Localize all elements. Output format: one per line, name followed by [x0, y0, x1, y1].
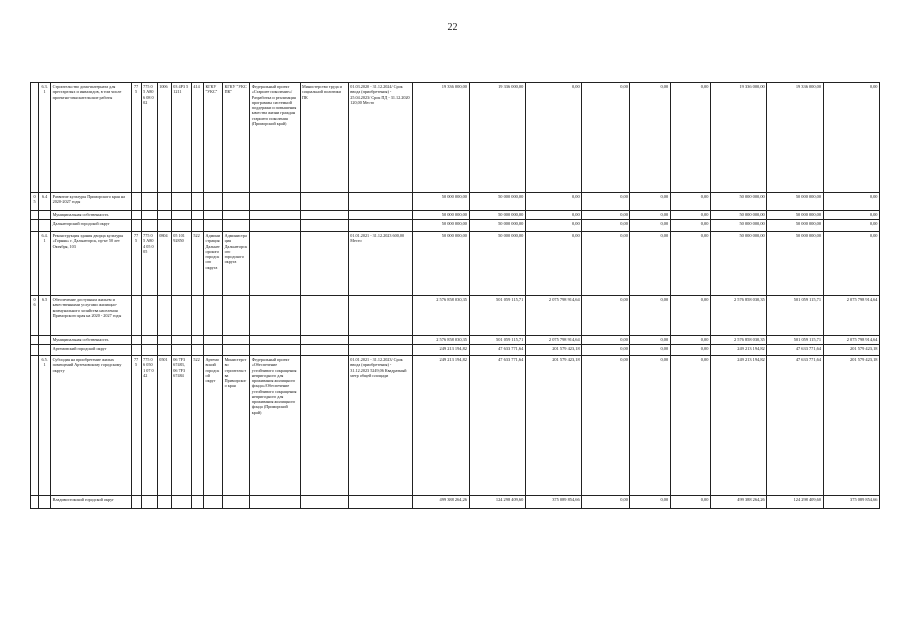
cell-name: Артемовский городской округ [51, 345, 131, 356]
cell-owner [203, 193, 222, 211]
cell-year-federal: 0,00 [823, 220, 879, 232]
table-row [31, 296, 880, 336]
cell-name: Обеспечение доступным жильем и качественными услугами жилищно-коммунального хозяйства населения Приморского края на 2020 - 2027 годы [51, 296, 131, 336]
cell-grbs [131, 336, 141, 345]
cell-grbs [131, 296, 141, 336]
cell-regional-budget: 124 298 409,60 [469, 496, 525, 509]
cell-total: 499 388 264,26 [413, 496, 469, 509]
cell-local-budget: 0,00 [582, 496, 630, 509]
cell-extra: 0,00 [670, 211, 710, 220]
cell-section: 05 [31, 193, 39, 211]
cell-section [31, 496, 39, 509]
cell-name: Развитие культуры Приморского края на 2020-2027 годы [51, 193, 131, 211]
cell-other: 0,00 [630, 193, 670, 211]
cell-rzpr [157, 496, 171, 509]
cell-customer: Администрация Дальнегорского городского округа [223, 232, 250, 296]
cell-curator [300, 345, 348, 356]
cell-grbs [131, 220, 141, 232]
cell-csr: 06 7F3 67483, 06 7F3 67484 [171, 356, 191, 496]
cell-local-budget: 0,00 [582, 356, 630, 496]
cell-project [250, 345, 300, 356]
table-row [31, 211, 880, 220]
cell-csr [171, 336, 191, 345]
cell-owner [203, 336, 222, 345]
cell-name: Муниципальная собственность [51, 336, 131, 345]
cell-local-budget: 0,00 [582, 345, 630, 356]
cell-year-total: 249 213 194,82 [710, 345, 766, 356]
cell-project [250, 232, 300, 296]
cell-extra: 0,00 [670, 193, 710, 211]
cell-year-total: 50 000 000,00 [710, 232, 766, 296]
cell-federal-budget: 201 579 423,18 [525, 356, 581, 496]
cell-term [348, 336, 412, 345]
cell-rzpr [157, 336, 171, 345]
cell-section [31, 211, 39, 220]
cell-other: 0,00 [630, 345, 670, 356]
cell-owner [203, 296, 222, 336]
cell-term [348, 193, 412, 211]
cell-term: 01.01.2021 - 31.12.2023 600,00 Место [348, 232, 412, 296]
cell-name: Строительство дома-интерната для престарелых и инвалидов, в том числе проектно-изыскательские работы [51, 83, 131, 193]
cell-regional-budget: 47 633 771,64 [469, 345, 525, 356]
cell-code: 6.3.1 [39, 83, 51, 193]
cell-kbk: 775 0 5 А80 4 05 0 05 [141, 232, 157, 296]
cell-grbs [131, 211, 141, 220]
cell-code [39, 496, 51, 509]
cell-code [39, 211, 51, 220]
cell-section [31, 345, 39, 356]
cell-local-budget: 0,00 [582, 296, 630, 336]
table-row [31, 345, 880, 356]
cell-year-federal: 2 075 798 914,64 [823, 336, 879, 345]
cell-customer [223, 336, 250, 345]
cell-year-regional: 50 000 000,00 [767, 220, 823, 232]
table-row [31, 193, 880, 211]
cell-grbs: 775 [131, 356, 141, 496]
cell-extra: 0,00 [670, 345, 710, 356]
cell-rzpr [157, 296, 171, 336]
cell-year-regional: 124 298 409,60 [767, 496, 823, 509]
cell-total: 249 213 194,82 [413, 356, 469, 496]
cell-vr [191, 345, 203, 356]
table-row [31, 336, 880, 345]
cell-kbk [141, 211, 157, 220]
cell-project [250, 296, 300, 336]
cell-name: Дальнегорский городской округ [51, 220, 131, 232]
cell-project: Федеральный проект «Старшее поколение»/Разработка и реализация программы системной поддержки и повышения качества жизни граждан старшего поколения (Приморский край) [250, 83, 300, 193]
cell-extra: 0,00 [670, 356, 710, 496]
cell-owner [203, 211, 222, 220]
cell-grbs [131, 345, 141, 356]
cell-code [39, 220, 51, 232]
cell-regional-budget: 50 000 000,00 [469, 232, 525, 296]
cell-federal-budget: 0,00 [525, 220, 581, 232]
cell-year-regional: 50 000 000,00 [767, 232, 823, 296]
cell-year-regional: 50 000 000,00 [767, 211, 823, 220]
cell-federal-budget: 0,00 [525, 83, 581, 193]
cell-vr: 522 [191, 232, 203, 296]
cell-owner [203, 220, 222, 232]
cell-kbk [141, 220, 157, 232]
cell-customer [223, 211, 250, 220]
cell-curator [300, 193, 348, 211]
cell-project: Федеральный проект «Обеспечение устойчивого сокращения непригодного для проживания жилищного фонда»/Обеспечение устойчивого сокращения непригодного для проживания жилищного фонда (Приморский край) [250, 356, 300, 496]
cell-section: 06 [31, 296, 39, 336]
cell-extra: 0,00 [670, 83, 710, 193]
cell-section [31, 220, 39, 232]
cell-federal-budget: 375 089 854,66 [525, 496, 581, 509]
cell-kbk [141, 345, 157, 356]
cell-rzpr: 0501 [157, 356, 171, 496]
table-row [31, 232, 880, 296]
cell-year-total: 50 000 000,00 [710, 211, 766, 220]
cell-section [31, 232, 39, 296]
cell-term [348, 211, 412, 220]
cell-name: Владивостокский городской округ [51, 496, 131, 509]
cell-regional-budget: 501 059 115,71 [469, 296, 525, 336]
cell-grbs [131, 496, 141, 509]
table-row [31, 83, 880, 193]
cell-year-federal: 0,00 [823, 83, 879, 193]
cell-owner: КГКУ "УКС" [203, 83, 222, 193]
cell-local-budget: 0,00 [582, 211, 630, 220]
cell-other: 0,00 [630, 232, 670, 296]
cell-project [250, 193, 300, 211]
cell-federal-budget: 0,00 [525, 193, 581, 211]
cell-owner [203, 496, 222, 509]
cell-year-federal: 0,00 [823, 232, 879, 296]
cell-section [31, 336, 39, 345]
cell-vr [191, 336, 203, 345]
cell-project [250, 496, 300, 509]
cell-vr [191, 296, 203, 336]
cell-term [348, 345, 412, 356]
cell-local-budget: 0,00 [582, 83, 630, 193]
cell-federal-budget: 201 579 423,18 [525, 345, 581, 356]
cell-grbs [131, 193, 141, 211]
cell-year-total: 2 576 858 030,35 [710, 296, 766, 336]
page-number: 22 [447, 22, 458, 33]
cell-year-regional: 47 633 771,64 [767, 356, 823, 496]
cell-customer [223, 220, 250, 232]
cell-federal-budget: 0,00 [525, 211, 581, 220]
cell-regional-budget: 50 000 000,00 [469, 211, 525, 220]
cell-other: 0,00 [630, 211, 670, 220]
cell-federal-budget: 2 075 798 914,64 [525, 336, 581, 345]
cell-curator [300, 211, 348, 220]
cell-term: 01.01.2021 - 31.12.2023/ Срок ввода (приобретения) - 31.12.2023 5249,06 Квадратный метр общей площади [348, 356, 412, 496]
cell-extra: 0,00 [670, 336, 710, 345]
cell-customer: КГКУ "УКС ПК" [223, 83, 250, 193]
cell-csr: 03 4Р3 5 1211 [171, 83, 191, 193]
cell-year-federal: 201 579 423,18 [823, 345, 879, 356]
table-row [31, 356, 880, 496]
cell-year-federal: 375 089 854,66 [823, 496, 879, 509]
cell-kbk [141, 336, 157, 345]
cell-curator [300, 220, 348, 232]
cell-section [31, 356, 39, 496]
cell-total: 19 336 000,00 [413, 83, 469, 193]
cell-year-total: 50 000 000,00 [710, 220, 766, 232]
cell-year-federal: 2 075 798 914,64 [823, 296, 879, 336]
cell-customer: Министерство строительства Приморского края [223, 356, 250, 496]
cell-kbk: 775 0 6 050 1 07 0 42 [141, 356, 157, 496]
cell-csr [171, 220, 191, 232]
cell-year-federal: 0,00 [823, 211, 879, 220]
cell-regional-budget: 47 633 771,64 [469, 356, 525, 496]
table-row [31, 220, 880, 232]
cell-year-total: 249 213 194,82 [710, 356, 766, 496]
cell-other: 0,00 [630, 496, 670, 509]
cell-total: 2 576 858 030,35 [413, 296, 469, 336]
cell-vr [191, 220, 203, 232]
cell-code: 6.4.1 [39, 232, 51, 296]
cell-customer [223, 296, 250, 336]
cell-csr [171, 345, 191, 356]
cell-other: 0,00 [630, 83, 670, 193]
cell-kbk [141, 296, 157, 336]
cell-section [31, 83, 39, 193]
cell-grbs: 775 [131, 232, 141, 296]
cell-code [39, 345, 51, 356]
cell-other: 0,00 [630, 356, 670, 496]
cell-csr [171, 496, 191, 509]
cell-grbs: 775 [131, 83, 141, 193]
cell-vr: 522 [191, 356, 203, 496]
cell-term [348, 220, 412, 232]
cell-csr [171, 211, 191, 220]
cell-curator: Министерство труда и социальной политики ПК [300, 83, 348, 193]
cell-rzpr [157, 211, 171, 220]
cell-vr [191, 211, 203, 220]
cell-csr [171, 296, 191, 336]
cell-year-federal: 201 579 423,18 [823, 356, 879, 496]
cell-csr: 05 101 92850 [171, 232, 191, 296]
cell-vr [191, 496, 203, 509]
cell-year-total: 2 576 858 030,35 [710, 336, 766, 345]
cell-code: 6.5.1 [39, 356, 51, 496]
cell-curator [300, 496, 348, 509]
cell-regional-budget: 19 336 000,00 [469, 83, 525, 193]
cell-total: 50 000 000,00 [413, 232, 469, 296]
cell-curator [300, 356, 348, 496]
cell-local-budget: 0,00 [582, 232, 630, 296]
cell-extra: 0,00 [670, 232, 710, 296]
cell-year-regional: 47 633 771,64 [767, 345, 823, 356]
cell-local-budget: 0,00 [582, 336, 630, 345]
cell-project [250, 211, 300, 220]
cell-name: Субсидия на приобретение жилых помещений Артемовскому городскому округу [51, 356, 131, 496]
cell-owner [203, 345, 222, 356]
cell-curator [300, 232, 348, 296]
cell-curator [300, 296, 348, 336]
cell-kbk [141, 193, 157, 211]
cell-rzpr: 0804 [157, 232, 171, 296]
cell-regional-budget: 50 000 000,00 [469, 220, 525, 232]
cell-year-total: 19 336 000,00 [710, 83, 766, 193]
cell-code: 6.5 [39, 296, 51, 336]
cell-customer [223, 345, 250, 356]
cell-year-regional: 501 059 115,71 [767, 296, 823, 336]
cell-curator [300, 336, 348, 345]
cell-term [348, 496, 412, 509]
cell-rzpr [157, 220, 171, 232]
cell-extra: 0,00 [670, 296, 710, 336]
cell-rzpr: 1006 [157, 83, 171, 193]
cell-customer [223, 193, 250, 211]
cell-rzpr [157, 345, 171, 356]
cell-federal-budget: 2 075 798 914,64 [525, 296, 581, 336]
cell-name: Реконструкция здания дворца культуры «Горняк» г. Дальнегорск, пр-кт 50 лет Октября, 103 [51, 232, 131, 296]
cell-term: 01.03.2020 - 31.12.2024/ Срок ввода (приобретения) - 25.04.2023/ Срок ПД - 31.12.2020 120,00 Место [348, 83, 412, 193]
cell-year-total: 50 000 000,00 [710, 193, 766, 211]
cell-year-regional: 501 059 115,71 [767, 336, 823, 345]
cell-extra: 0,00 [670, 220, 710, 232]
cell-vr: 414 [191, 83, 203, 193]
cell-other: 0,00 [630, 220, 670, 232]
cell-name: Муниципальная собственность [51, 211, 131, 220]
cell-total: 249 213 194,82 [413, 345, 469, 356]
cell-other: 0,00 [630, 336, 670, 345]
cell-rzpr [157, 193, 171, 211]
budget-table [30, 82, 880, 509]
cell-federal-budget: 0,00 [525, 232, 581, 296]
cell-project [250, 336, 300, 345]
cell-term [348, 296, 412, 336]
cell-year-total: 499 388 264,26 [710, 496, 766, 509]
cell-extra: 0,00 [670, 496, 710, 509]
cell-local-budget: 0,00 [582, 220, 630, 232]
cell-regional-budget: 50 000 000,00 [469, 193, 525, 211]
table-row [31, 496, 880, 509]
cell-total: 50 000 000,00 [413, 193, 469, 211]
cell-total: 50 000 000,00 [413, 211, 469, 220]
cell-owner: Администрация Дальнегорского городского округа [203, 232, 222, 296]
cell-csr [171, 193, 191, 211]
cell-customer [223, 496, 250, 509]
cell-total: 50 000 000,00 [413, 220, 469, 232]
cell-kbk [141, 496, 157, 509]
cell-year-federal: 0,00 [823, 193, 879, 211]
cell-code: 6.4 [39, 193, 51, 211]
cell-other: 0,00 [630, 296, 670, 336]
cell-code [39, 336, 51, 345]
cell-year-regional: 50 000 000,00 [767, 193, 823, 211]
cell-regional-budget: 501 059 115,71 [469, 336, 525, 345]
cell-vr [191, 193, 203, 211]
cell-year-regional: 19 336 000,00 [767, 83, 823, 193]
cell-kbk: 775 0 5 А80 6 08 0 02 [141, 83, 157, 193]
cell-project [250, 220, 300, 232]
cell-local-budget: 0,00 [582, 193, 630, 211]
cell-total: 2 576 858 030,35 [413, 336, 469, 345]
cell-owner: Артемовский городской округ [203, 356, 222, 496]
